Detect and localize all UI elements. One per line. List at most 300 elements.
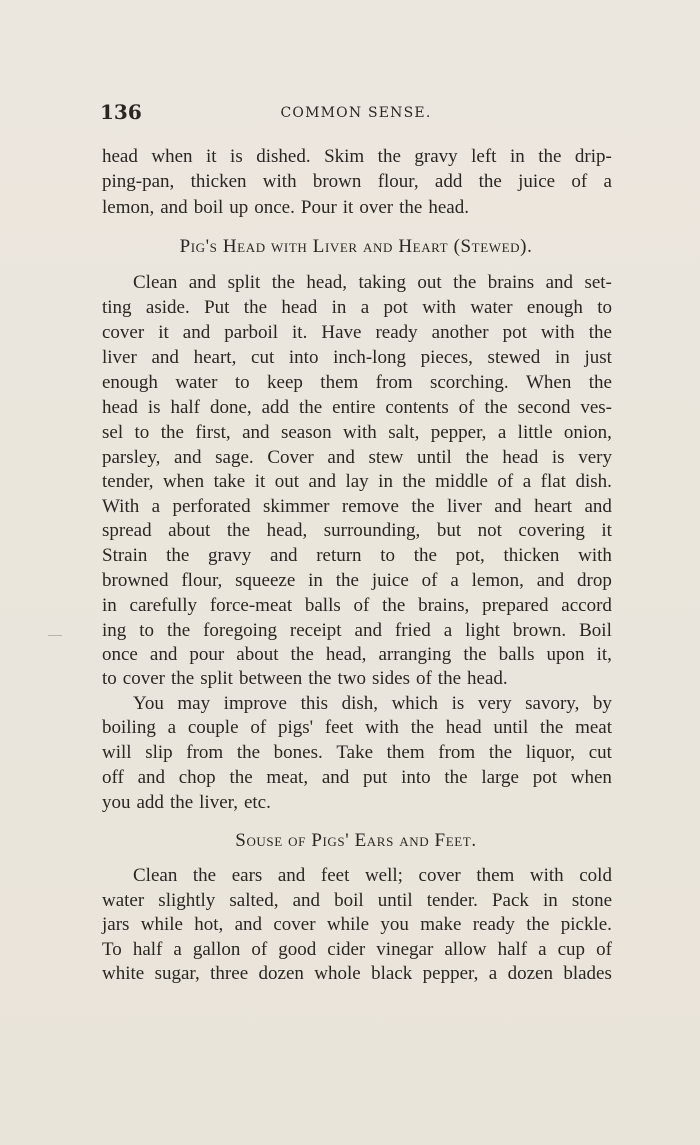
word: the [410, 717, 434, 738]
word: To [102, 939, 122, 960]
text-line [102, 320, 612, 345]
word: and [234, 914, 263, 935]
text-line [133, 270, 612, 295]
word: prepared [482, 595, 549, 616]
word: from [375, 372, 413, 393]
word: up [229, 197, 249, 218]
word: scorching. [429, 372, 509, 393]
word: head [102, 397, 138, 418]
word: When [525, 372, 572, 393]
word: a [603, 171, 612, 192]
word: cover [102, 322, 145, 343]
running-head: COMMON SENSE. [280, 105, 432, 121]
word: the [243, 297, 268, 318]
word: the [453, 272, 477, 293]
word: the [160, 422, 184, 443]
word: sel [102, 422, 124, 443]
word: it [254, 471, 266, 492]
word: Pack [491, 890, 529, 911]
word: Clean [133, 272, 178, 293]
word: of [571, 171, 588, 192]
word: perforated [172, 496, 251, 517]
word: until [493, 717, 529, 738]
text-line [102, 169, 612, 194]
text-line [102, 642, 612, 667]
word: a [522, 471, 532, 492]
word: the [463, 644, 487, 665]
word: browned [102, 570, 169, 591]
word: You [133, 693, 164, 714]
word: head [502, 447, 539, 468]
word: put [363, 767, 388, 788]
word: arranging [378, 644, 452, 665]
word: the [437, 668, 462, 689]
word: and [536, 570, 565, 591]
word: and [151, 347, 179, 368]
word: boiling [102, 717, 156, 738]
text-line [102, 445, 612, 470]
word: and [494, 496, 522, 517]
word: dish. [575, 471, 612, 492]
word: a [360, 297, 370, 318]
word: balls [304, 595, 341, 616]
text-line [102, 469, 612, 494]
word: parboil [224, 322, 279, 343]
word: slightly [158, 890, 216, 911]
word: feet [320, 865, 350, 886]
text-line [102, 494, 612, 519]
page-number: 136 [100, 100, 142, 124]
word: once. [254, 197, 295, 218]
word: brown. [512, 620, 567, 641]
word: and [137, 767, 165, 788]
word: off [102, 767, 124, 788]
word: when [570, 767, 612, 788]
word: is [230, 146, 243, 167]
word: white [102, 963, 145, 984]
word: large [481, 767, 519, 788]
word: ves- [580, 397, 612, 418]
word: head. [467, 668, 508, 689]
word: Cover [267, 447, 314, 468]
word: the [229, 767, 253, 788]
word: enough [102, 372, 158, 393]
word: ready [375, 322, 418, 343]
word: the [540, 717, 564, 738]
word: receipt [289, 620, 342, 641]
word: and [292, 890, 321, 911]
word: is [147, 397, 161, 418]
word: the [465, 447, 489, 468]
word: Skim [324, 146, 365, 167]
word: first, [195, 422, 231, 443]
word: bones. [273, 742, 323, 763]
word: and [327, 447, 355, 468]
word: thicken [190, 171, 247, 192]
text-line [102, 790, 612, 815]
word: ready [472, 914, 515, 935]
word: the [169, 792, 194, 813]
word: pepper, [430, 422, 487, 443]
word: cover [122, 668, 165, 689]
word: lemon, [102, 197, 155, 218]
word: accord [561, 595, 612, 616]
word: pigs' [277, 717, 314, 738]
word: the [413, 545, 437, 566]
word: into [288, 347, 319, 368]
word: sage. [215, 447, 254, 468]
word: light [465, 620, 500, 641]
page-header [100, 100, 612, 124]
word: liver [446, 496, 482, 517]
word: and [308, 471, 336, 492]
word: add [261, 397, 290, 418]
word: ears [231, 865, 263, 886]
word: salted, [229, 890, 279, 911]
word: and [188, 272, 217, 293]
text-line [102, 912, 612, 937]
word: brains, [418, 595, 470, 616]
word: gravy [414, 146, 458, 167]
word: stone [571, 890, 612, 911]
word: ting [102, 297, 132, 318]
word: while [326, 914, 370, 935]
word: whole [314, 963, 361, 984]
word: may [177, 693, 211, 714]
word: it, [596, 644, 612, 665]
word: and [182, 322, 211, 343]
word: another [431, 322, 489, 343]
word: second [517, 397, 571, 418]
word: and [321, 767, 350, 788]
word: and [242, 422, 270, 443]
text-line [102, 370, 612, 395]
word: very [477, 693, 512, 714]
text-line [133, 691, 612, 716]
text-line [102, 144, 612, 169]
word: in [308, 570, 323, 591]
text-line [102, 765, 612, 790]
word: good [278, 939, 317, 960]
word: the [335, 570, 359, 591]
word: flat [540, 471, 566, 492]
word: with [529, 865, 564, 886]
word: cut [251, 347, 275, 368]
word: in [554, 347, 570, 368]
word: Clean [133, 865, 178, 886]
word: Put [204, 297, 230, 318]
word: stewed [487, 347, 541, 368]
word: Take [336, 742, 374, 763]
word: to [597, 297, 612, 318]
word: the [478, 171, 502, 192]
word: ing [102, 620, 127, 641]
word: when [151, 146, 193, 167]
word: tender, [102, 471, 154, 492]
word: and [354, 620, 382, 641]
word: slip [145, 742, 173, 763]
word: you [102, 792, 131, 813]
word: you [380, 914, 409, 935]
word: pickle. [560, 914, 612, 935]
word: them [476, 865, 515, 886]
word: sugar, [154, 963, 200, 984]
word: balls [498, 644, 535, 665]
word: inch-long [333, 347, 406, 368]
word: flour, [181, 570, 223, 591]
word: parsley, [102, 447, 161, 468]
text-line [102, 666, 612, 691]
word: will [102, 742, 132, 763]
word: pieces, [420, 347, 473, 368]
word: surrounding, [323, 520, 421, 541]
word: head, [266, 520, 308, 541]
word: Strain [102, 545, 148, 566]
word: to [102, 668, 117, 689]
word: force-meat [209, 595, 293, 616]
word: until [377, 890, 413, 911]
word: covering [518, 520, 585, 541]
word: over [359, 197, 394, 218]
word: the [402, 471, 426, 492]
word: flour, [377, 171, 419, 192]
word: water [102, 890, 145, 911]
word: brown [312, 171, 362, 192]
text-line [102, 961, 612, 986]
word: and [584, 496, 612, 517]
word: the [166, 620, 191, 641]
word: and [149, 644, 178, 665]
word: the [411, 496, 435, 517]
text-line [102, 593, 612, 618]
word: split [227, 272, 261, 293]
word: pot [532, 767, 558, 788]
text-line [102, 618, 612, 643]
word: split [200, 668, 233, 689]
text-line [102, 543, 612, 568]
word: of [415, 668, 432, 689]
word: liver, [199, 792, 238, 813]
word: feet [324, 717, 354, 738]
word: about [236, 644, 279, 665]
word: from [186, 742, 224, 763]
word: the [526, 914, 550, 935]
word: the [488, 742, 513, 763]
word: between [238, 668, 303, 689]
word: squeeze [235, 570, 296, 591]
margin-mark [48, 635, 62, 636]
word: it [342, 197, 354, 218]
word: pour [189, 644, 225, 665]
word: remove [341, 496, 399, 517]
word: until [416, 447, 452, 468]
word: savory, [525, 693, 580, 714]
text-line [102, 345, 612, 370]
word: cider [327, 939, 366, 960]
word: of [353, 595, 370, 616]
word: about [168, 520, 211, 541]
word: of [497, 471, 514, 492]
word: skimmer [263, 496, 330, 517]
text-line [102, 395, 612, 420]
word: ping-pan, [102, 171, 175, 192]
word: head [281, 297, 318, 318]
word: water [175, 372, 218, 393]
text-line [102, 888, 612, 913]
word: this [300, 693, 329, 714]
word: entire [332, 397, 376, 418]
word: dish, [341, 693, 379, 714]
word: liquor, [525, 742, 576, 763]
word: and [160, 197, 188, 218]
text-line [102, 518, 612, 543]
word: return [316, 545, 362, 566]
word: and [270, 545, 298, 566]
word: them [320, 372, 359, 393]
word: Have [321, 322, 362, 343]
word: a [488, 963, 498, 984]
word: dozen [258, 963, 304, 984]
text-line [133, 863, 612, 888]
word: the [299, 397, 323, 418]
word: the [271, 272, 295, 293]
word: of [596, 939, 612, 960]
word: two [337, 668, 366, 689]
word: in [102, 595, 117, 616]
word: out [274, 471, 300, 492]
word: when [162, 471, 205, 492]
text-line [102, 195, 612, 220]
word: which [391, 693, 439, 714]
word: drip- [574, 146, 612, 167]
word: very [578, 447, 612, 468]
word: brains [487, 272, 535, 293]
word: the [484, 397, 508, 418]
text-line [102, 740, 612, 765]
word: is [451, 693, 465, 714]
word: dished. [256, 146, 311, 167]
word: liver [102, 347, 137, 368]
word: carefully [129, 595, 198, 616]
word: not [477, 520, 502, 541]
text-line [102, 715, 612, 740]
word: gravy [208, 545, 252, 566]
word: pot, [455, 545, 485, 566]
word: the [588, 322, 612, 343]
word: hot, [194, 914, 224, 935]
word: head, [325, 644, 367, 665]
word: to [380, 545, 396, 566]
word: set- [584, 272, 612, 293]
word: it [601, 520, 612, 541]
word: of [250, 717, 267, 738]
word: the [170, 668, 195, 689]
word: drop [577, 570, 612, 591]
word: fried [394, 620, 431, 641]
word: thicken [503, 545, 560, 566]
word: with [365, 717, 399, 738]
word: the [444, 767, 468, 788]
word: is [551, 447, 565, 468]
word: taking [358, 272, 406, 293]
word: the [377, 146, 401, 167]
word: the [308, 668, 332, 689]
word: cover [273, 914, 316, 935]
word: juice [518, 171, 556, 192]
word: cover [418, 865, 461, 886]
word: done, [209, 397, 252, 418]
word: pepper, [422, 963, 479, 984]
word: gallon [192, 939, 241, 960]
word: the [538, 146, 562, 167]
word: take [213, 471, 246, 492]
word: make [420, 914, 462, 935]
word: add [434, 171, 463, 192]
word: the [382, 595, 406, 616]
word: etc. [243, 792, 271, 813]
word: the [226, 520, 251, 541]
word: a [497, 422, 507, 443]
text-line [102, 937, 612, 962]
word: onion, [563, 422, 612, 443]
word: With [102, 496, 140, 517]
word: with [540, 322, 575, 343]
word: and [174, 447, 202, 468]
word: once [102, 644, 138, 665]
word: Boil [579, 620, 612, 641]
word: meat [575, 717, 612, 738]
word: the [290, 644, 314, 665]
word: black [371, 963, 413, 984]
word: a [151, 496, 161, 517]
word: into [401, 767, 431, 788]
word: to [139, 620, 154, 641]
word: Pour [300, 197, 337, 218]
word: head [445, 717, 482, 738]
word: with [343, 422, 377, 443]
word: middle [435, 471, 488, 492]
word: sides [371, 668, 410, 689]
word: of [458, 397, 475, 418]
word: in [509, 146, 525, 167]
word: a [443, 620, 453, 641]
word: half [497, 939, 528, 960]
word: a [173, 939, 182, 960]
word: half [170, 397, 201, 418]
word: enough [526, 297, 583, 318]
word: three [210, 963, 249, 984]
word: heart [534, 496, 573, 517]
word: but [436, 520, 462, 541]
word: season [280, 422, 332, 443]
word: it [158, 322, 169, 343]
word: chop [178, 767, 216, 788]
word: to [234, 372, 250, 393]
word: out [417, 272, 442, 293]
word: lay [345, 471, 369, 492]
word: the [192, 865, 217, 886]
word: to [134, 422, 150, 443]
word: a [538, 939, 547, 960]
word: heart, [193, 347, 237, 368]
word: with [578, 545, 612, 566]
word: well; [364, 865, 403, 886]
word: while [140, 914, 183, 935]
word: and [545, 272, 574, 293]
word: vinegar [376, 939, 434, 960]
word: upon [546, 644, 585, 665]
recipe-heading: Souse of Pigs' Ears and Feet. [235, 830, 477, 851]
